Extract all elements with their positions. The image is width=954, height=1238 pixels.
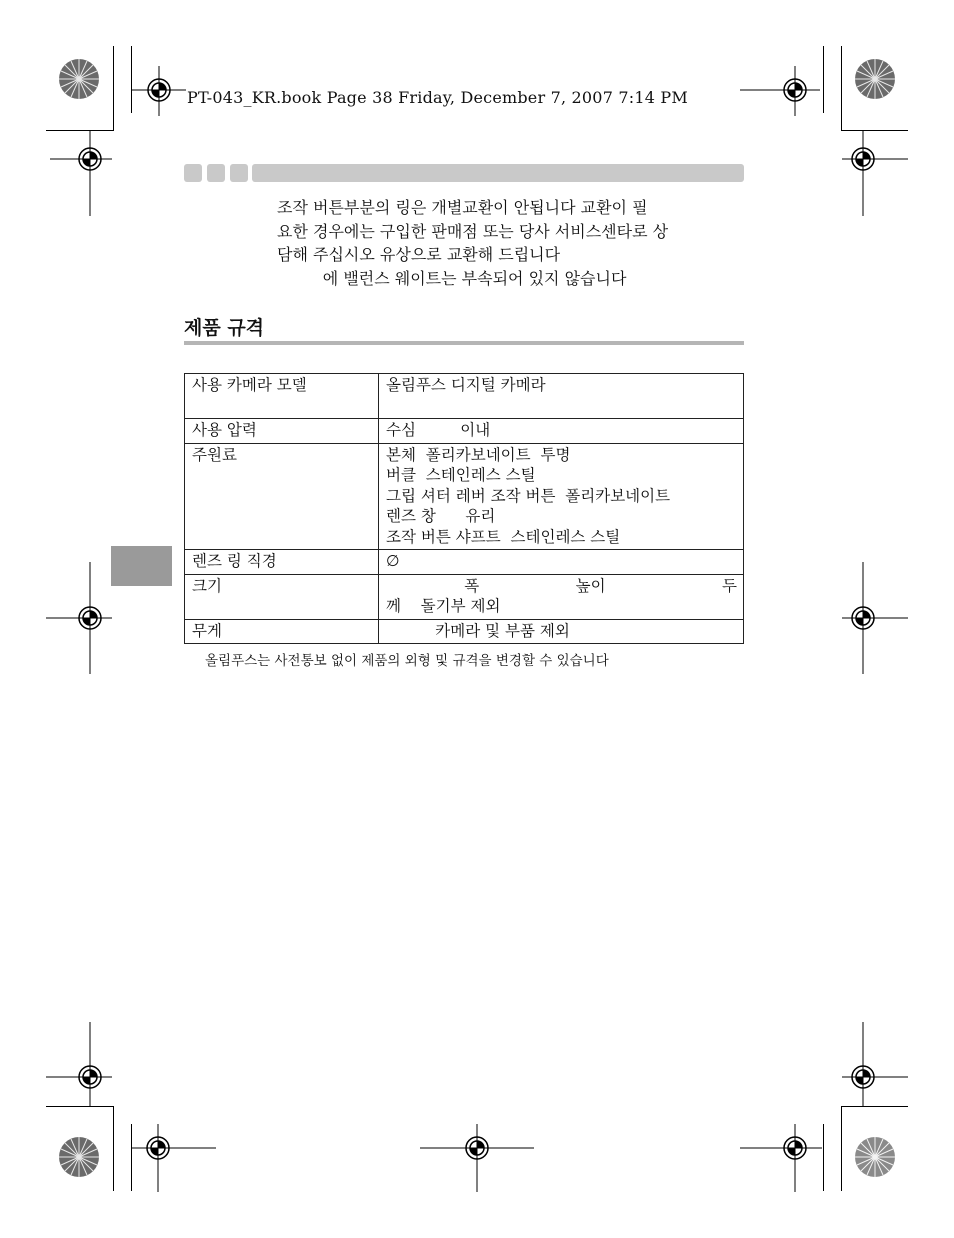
spec-key: 크기 [185, 574, 379, 619]
registration-crosshair-icon [50, 130, 120, 216]
spec-value-line: 버클 스테인레스 스틸 [386, 466, 536, 484]
spec-value [379, 443, 744, 550]
spec-key: 주원료 [185, 443, 379, 550]
chapter-tab [111, 546, 172, 586]
starburst-target-icon [854, 1136, 896, 1178]
spec-key: 사용 카메라 모델 [185, 374, 379, 419]
trim-line [823, 46, 824, 113]
section-rule [184, 341, 744, 345]
trim-line [841, 46, 842, 131]
spec-value-line: 올림푸스 디지털 카메라 [386, 376, 546, 394]
registration-crosshair-icon [46, 562, 120, 674]
intro-line: 에 밸런스 웨이트는 부속되어 있지 않습니다 [277, 268, 627, 288]
footnote: 올림푸스는 사전통보 없이 제품의 외형 및 규격을 변경할 수 있습니다 [205, 653, 609, 669]
trim-line [823, 1124, 824, 1191]
spec-value-line: 그립 셔터 레버 조작 버튼 폴리카보네이트 [386, 486, 671, 505]
bar-square [207, 164, 225, 182]
starburst-target-icon [854, 58, 896, 100]
spec-value [379, 574, 744, 619]
registration-crosshair-icon [834, 130, 908, 216]
registration-crosshair-icon [740, 66, 820, 116]
starburst-target-icon [58, 58, 100, 100]
trim-line [113, 46, 114, 131]
spec-value-line: 본체 폴리카보네이트 투명 [386, 445, 571, 464]
spec-value [379, 419, 744, 444]
spec-value-line: 렌즈 창 유리 [386, 507, 496, 525]
spec-key: 렌즈 링 직경 [185, 550, 379, 575]
spec-value [379, 619, 744, 644]
intro-line: 담해 주십시오 유상으로 교환해 드립니다 [277, 245, 561, 264]
trim-line [46, 1106, 113, 1107]
registration-crosshair-icon [132, 1124, 216, 1192]
registration-crosshair-icon [838, 1022, 908, 1106]
registration-crosshair-icon [46, 1022, 120, 1106]
bar-long [252, 164, 744, 182]
table-row [185, 443, 744, 550]
starburst-target-icon [58, 1136, 100, 1178]
trim-line [113, 1106, 114, 1191]
spec-value-line: 카메라 및 부품 제외 [386, 621, 570, 640]
trim-line [841, 1106, 842, 1191]
bar-square [230, 164, 248, 182]
spec-key: 사용 압력 [185, 419, 379, 444]
table-row [185, 550, 744, 575]
bar-square [184, 164, 202, 182]
table-row [185, 419, 744, 444]
intro-line: 요한 경우에는 구입한 판매점 또는 당사 서비스센타로 상 [277, 221, 669, 241]
intro-line: 조작 버튼부분의 링은 개별교환이 안됩니다 교환이 필 [277, 198, 648, 217]
spec-value-line: 조작 버튼 샤프트 스테인레스 스틸 [386, 527, 621, 546]
spec-table [184, 373, 744, 644]
size-height-label: 높이 [575, 576, 606, 595]
spec-key: 무게 [185, 619, 379, 644]
size-dimensions [386, 576, 737, 597]
registration-crosshair-icon [420, 1124, 534, 1192]
section-title: 제품 규격 [184, 317, 265, 339]
registration-crosshair-icon [740, 1124, 822, 1192]
table-row [185, 374, 744, 419]
intro-note [277, 196, 745, 290]
book-slug-header: PT-043_KR.book Page 38 Friday, December 7, 2007 7:14 PM [187, 88, 688, 107]
spec-value-line: 께 돌기부 제외 [386, 597, 501, 615]
spec-value-line: ∅ [386, 552, 400, 570]
size-depth-label: 두 [721, 576, 737, 595]
trim-line [841, 1106, 908, 1107]
registration-crosshair-icon [838, 562, 908, 674]
spec-value [379, 550, 744, 575]
table-row [185, 574, 744, 619]
table-row [185, 619, 744, 644]
spec-value [379, 374, 744, 419]
spec-value-line: 수심 이내 [386, 421, 491, 439]
size-width-label: 폭 [464, 576, 480, 595]
